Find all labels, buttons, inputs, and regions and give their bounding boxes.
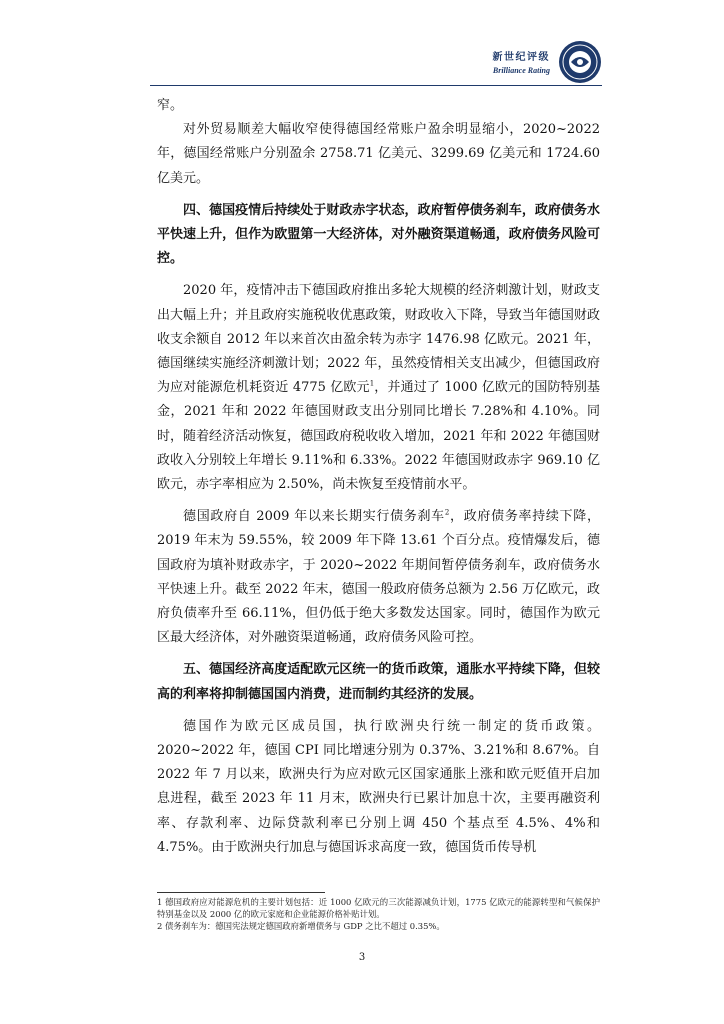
page-number: 3 [358, 952, 366, 963]
footnotes [157, 896, 600, 932]
paragraph-continuation: 窄。 [157, 98, 184, 113]
page-header [150, 36, 602, 86]
brand-text [493, 48, 551, 75]
footnote-ref-2[interactable]: 2 [444, 508, 450, 517]
paragraph-debt-part-1: 德国政府自 2009 年以来长期实行债务刹车 [183, 509, 445, 525]
paragraph-debt-part-2: ，政府债务率持续下降，2019 年末为 59.55%，较 2009 年下降 13.61 个百分点。疫情爆发后，德国政府为填补财政赤字，于 2020~2022 年期间暂停债务刹车，政府债务水平快速上升。截至 2022 年末，德国一般政府债务总额为 2.56 万亿欧元，政府负债率升至 66.11%，但仍低于绝大多数发达国家。同时，德国作为欧元区最大经济体，对外融资渠道畅通，政府债务风险可控。 [157, 509, 600, 646]
footnote-2: 2 债务刹车为：德国宪法规定德国政府新增债务与 GDP 之比不超过 0.35%。 [157, 921, 445, 931]
paragraph-debt [157, 505, 600, 650]
footnote-1: 1 德国政府应对能源危机的主要计划包括：近 1000 亿欧元的三次能源减负计划，1775 亿欧元的能源转型和气候保护特别基金以及 2000 亿的欧元家庭和企业能源价格补贴计划。 [157, 897, 600, 919]
brilliance-rating-logo-icon [558, 40, 602, 84]
footnote-rule [157, 892, 325, 893]
section-heading-5: 五、德国经济高度适配欧元区统一的货币政策，通胀水平持续下降，但较高的利率将抑制德国国内消费，进而制约其经济的发展。 [157, 662, 600, 702]
paragraph-current-account: 对外贸易顺差大幅收窄使得德国经常账户盈余明显缩小，2020~2022 年，德国经常账户分别盈余 2758.71 亿美元、3299.69 亿美元和 1724.60 亿美元。 [157, 122, 600, 186]
section-heading-4: 四、德国疫情后持续处于财政赤字状态，政府暂停债务刹车，政府债务水平快速上升，但作为欧盟第一大经济体，对外融资渠道畅通，政府债务风险可控。 [157, 202, 600, 267]
paragraph-fiscal-part-2: ，并通过了 1000 亿欧元的国防特别基金，2021 年和 2022 年德国财政支出分别同比增长 7.28%和 4.10%。同时，随着经济活动恢复，德国政府税收收入增加，2021 年和 2022 年德国财政收入分别较上年增长 9.11%和 6.33%。2022 年德国财政赤字 969.10 亿欧元，赤字率相应为 2.50%，尚未恢复至疫情前水平。 [157, 380, 600, 493]
paragraph-fiscal [157, 279, 600, 497]
document-body [157, 94, 600, 860]
footnote-ref-1[interactable]: 1 [369, 379, 375, 388]
brand-name-en: Brilliance Rating [492, 66, 550, 75]
header-rule [150, 85, 602, 86]
paragraph-fiscal-part-1: 2020 年，疫情冲击下德国政府推出多轮大规模的经济刺激计划，财政支出大幅上升；并且政府实施税收优惠政策，财政收入下降，导致当年德国财政收支余额自 2012 年以来首次由盈余转为赤字 1476.98 亿欧元。2021 年，德国继续实施经济刺激计划；2022 年，虽然疫情相关支出减少，但德国政府为应对能源危机耗资近 4775 亿欧元 [157, 283, 600, 396]
paragraph-monetary: 德国作为欧元区成员国，执行欧洲央行统一制定的货币政策。2020~2022 年，德国 CPI 同比增速分别为 0.37%、3.21%和 8.67%。自 2022 年 7 月以来，欧洲央行为应对欧元区国家通胀上涨和欧元贬值开启加息进程，截至 2023 年 11 月末，欧洲央行已累计加息十次，主要再融资利率、存款利率、边际贷款利率已分别上调 450 个基点至 4.5%、4%和 4.75%。由于欧洲央行加息与德国诉求高度一致，德国货币传导机 [157, 718, 600, 855]
brand-name-cn: 新世纪评级 [492, 52, 550, 63]
